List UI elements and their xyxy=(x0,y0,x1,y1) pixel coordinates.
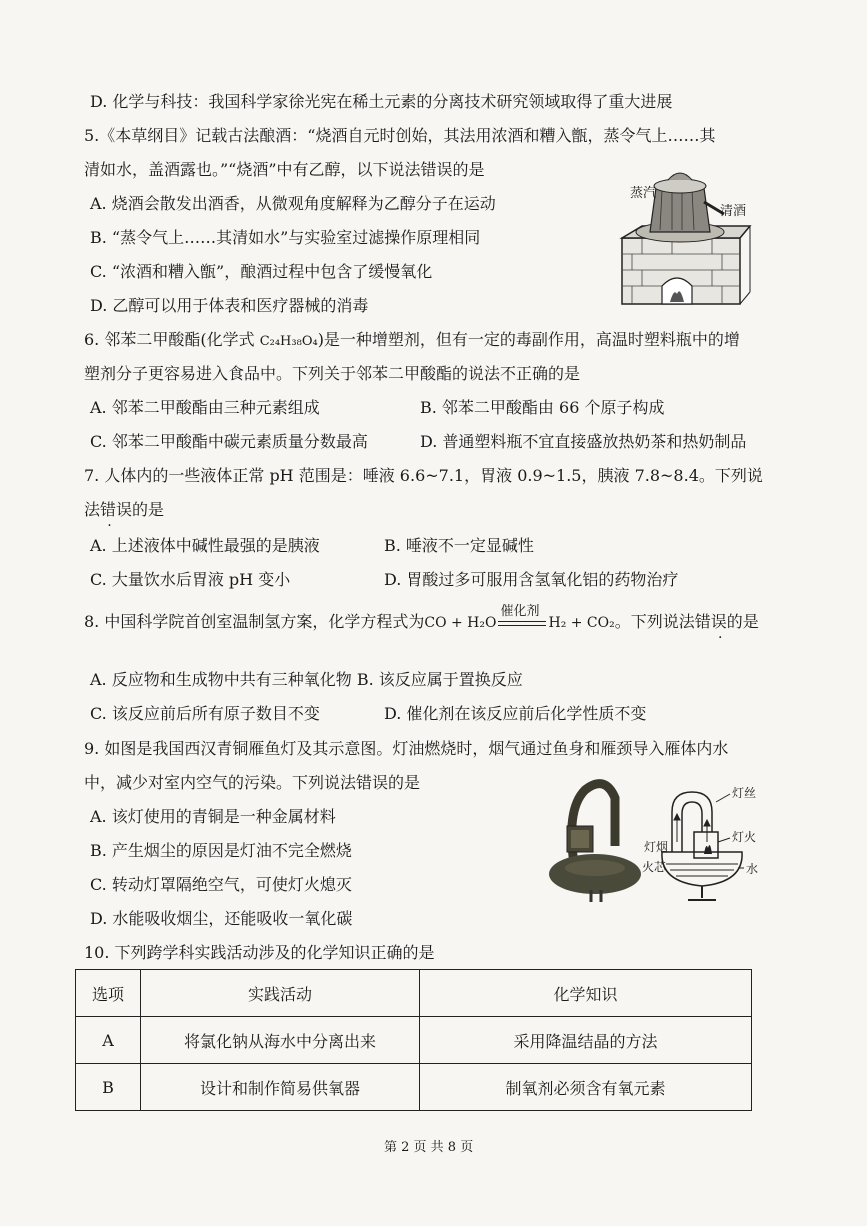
q7-stem-part: 法 xyxy=(84,500,101,519)
water-label: 水 xyxy=(746,862,759,876)
table-cell: A xyxy=(76,1017,141,1064)
distillation-still-figure xyxy=(612,158,752,308)
q7-option-b: B. 唾液不一定显碱性 xyxy=(384,536,534,555)
q9-option-c: C. 转动灯罩隔绝空气，可使灯火熄灭 xyxy=(90,875,352,894)
q5-option-d: D. 乙醇可以用于体表和医疗器械的消毒 xyxy=(90,296,369,315)
q8-stem-suffix: 。下列说法错 xyxy=(614,612,711,631)
q9-stem-1: 9. 如图是我国西汉青铜雁鱼灯及其示意图。灯油燃烧时，烟气通过鱼身和雁颈导入雁体内水 xyxy=(84,739,729,758)
liquor-label: 清酒 xyxy=(720,204,747,219)
bronze-lamp-drawing xyxy=(545,770,650,905)
smoke-label: 灯烟 xyxy=(644,840,669,854)
q9-option-a: A. 该灯使用的青铜是一种金属材料 xyxy=(90,807,336,826)
distillation-still-drawing xyxy=(612,158,752,308)
lamp-schematic xyxy=(642,782,772,907)
q8-catalyst: 催化剂 xyxy=(500,604,540,619)
q10-stem: 10. 下列跨学科实践活动涉及的化学知识正确的是 xyxy=(84,943,435,962)
q8-reactants: CO + H₂O xyxy=(424,615,497,631)
q5-option-a: A. 烧酒会散发出酒香，从微观角度解释为乙醇分子在运动 xyxy=(90,194,496,213)
q7-option-d: D. 胃酸过多可服用含氢氧化铝的药物治疗 xyxy=(384,570,679,589)
q6-stem-2: 塑剂分子更容易进入食品中。下列关于邻苯二甲酸酯的说法不正确的是 xyxy=(84,364,581,383)
q6-option-c: C. 邻苯二甲酸酯中碳元素质量分数最高 xyxy=(90,432,368,451)
q6-stem-1 xyxy=(84,328,740,354)
table-row xyxy=(76,1064,752,1111)
q8-products: H₂ + CO₂ xyxy=(548,615,615,631)
q6-stem-prefix: 6. 邻苯二甲酸酯(化学式 xyxy=(84,330,260,349)
q5-option-b: B. “蒸令气上……其清如水”与实验室过滤操作原理相同 xyxy=(90,228,481,247)
q5-stem-2: 清如水，盖酒露也。”“烧酒”中有乙醇，以下说法错误的是 xyxy=(84,160,485,179)
q8-equation xyxy=(424,604,615,635)
q10-table xyxy=(75,969,752,1111)
q7-stem-part: 误的是 xyxy=(116,500,165,519)
q7-option-c: C. 大量饮水后胃液 pH 变小 xyxy=(90,570,291,589)
table-cell: 将氯化钠从海水中分离出来 xyxy=(141,1017,420,1064)
bronze-lamp-photo xyxy=(545,770,650,905)
q8-option-d: D. 催化剂在该反应前后化学性质不变 xyxy=(384,704,647,723)
fire-label: 灯火 xyxy=(732,830,757,844)
q7-emphasis-char: 错 xyxy=(100,500,117,519)
page-footer: 第 2 页 共 8 页 xyxy=(384,1140,474,1155)
table-header: 化学知识 xyxy=(420,970,752,1017)
q6-option-b: B. 邻苯二甲酸酯由 66 个原子构成 xyxy=(420,398,665,417)
q5-option-c: C. “浓酒和糟入甑”，酿酒过程中包含了缓慢氧化 xyxy=(90,262,433,281)
q8-stem-prefix: 8. 中国科学院首创室温制氢方案，化学方程式为 xyxy=(84,612,425,631)
q6-stem-suffix: )是一种增塑剂，但有一定的毒副作用，高温时塑料瓶中的增 xyxy=(317,330,740,349)
q6-formula: C₂₄H₃₈O₄ xyxy=(259,334,318,349)
q7-option-a: A. 上述液体中碱性最强的是胰液 xyxy=(90,536,320,555)
q9-option-b: B. 产生烟尘的原因是灯油不完全燃烧 xyxy=(90,841,352,860)
q8-stem-suffix: 的是 xyxy=(726,612,759,631)
steam-label: 蒸汽 xyxy=(630,186,657,201)
q8-arrow xyxy=(496,604,548,630)
q7-stem-1: 7. 人体内的一些液体正常 pH 范围是：唾液 6.6~7.1，胃液 0.9~1.5，胰液 7.8~8.4。下列说 xyxy=(84,466,763,485)
table-cell: 制氧剂必须含有氧元素 xyxy=(420,1064,752,1111)
table-cell: B xyxy=(76,1064,141,1111)
q9-stem-2: 中，减少对室内空气的污染。下列说法错误的是 xyxy=(84,773,421,792)
table-cell: 设计和制作简易供氧器 xyxy=(141,1064,420,1111)
q8-stem xyxy=(84,604,759,635)
table-header-row xyxy=(76,970,752,1017)
statement-d: D. 化学与科技：我国科学家徐光宪在稀土元素的分离技术研究领域取得了重大进展 xyxy=(90,92,673,111)
core-label: 火芯 xyxy=(642,860,667,874)
q8-option-c: C. 该反应前后所有原子数目不变 xyxy=(90,704,320,723)
q8-emphasis-char: 误 xyxy=(710,612,727,631)
table-header: 实践活动 xyxy=(141,970,420,1017)
q5-stem-1: 5.《本草纲目》记载古法酿酒：“烧酒自元时创始，其法用浓酒和糟入甑，蒸令气上……其 xyxy=(84,126,716,145)
q9-option-d: D. 水能吸收烟尘，还能吸收一氧化碳 xyxy=(90,909,353,928)
table-header: 选项 xyxy=(76,970,141,1017)
table-cell: 采用降温结晶的方法 xyxy=(420,1017,752,1064)
wick-label: 灯丝 xyxy=(732,786,757,800)
q8-option-ab: A. 反应物和生成物中共有三种氧化物 B. 该反应属于置换反应 xyxy=(90,670,523,689)
q7-stem-2 xyxy=(84,498,164,522)
table-row xyxy=(76,1017,752,1064)
q6-option-d: D. 普通塑料瓶不宜直接盛放热奶茶和热奶制品 xyxy=(420,432,747,451)
q6-option-a: A. 邻苯二甲酸酯由三种元素组成 xyxy=(90,398,320,417)
